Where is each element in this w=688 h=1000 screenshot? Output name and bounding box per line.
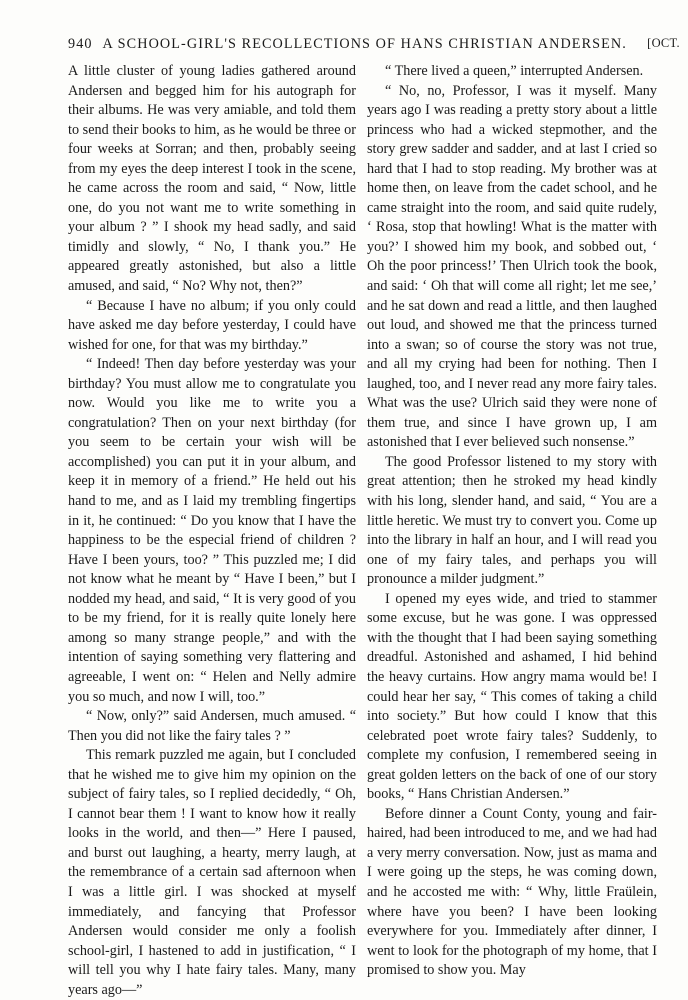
- running-title: A SCHOOL-GIRL'S RECOLLECTIONS OF HANS CHRISTIAN ANDERSEN.: [102, 36, 627, 52]
- paragraph: “ Indeed! Then day before yesterday was your birthday? You must allow me to congratulate you now. Would you like me to write you a congratulation? Then on your next birthday (for you seem to be certain your wish will be accomplished) you can put it in your album, and keep it in memory of a friend.” He held out his hand to me, and as I laid my trembling fingertips in it, he continued: “ Do you know that I have the happiness to be the especial friend of children ? Have I been yours, too? ” This puzzled me; I did not know what he meant by “ Have I been,” but I nodded my head, and said, “ It is very good of you to be my friend, for it is really quite lonely here among so many strange people,” and with the intention of saying something very flattering and agreeable, I went on: “ Helen and Nelly admire you so much, and now I will, too.”: [68, 356, 356, 705]
- left-column: [68, 62, 356, 1000]
- paragraph: “ There lived a queen,” interrupted Andersen.: [385, 63, 644, 79]
- paragraph: Before dinner a Count Conty, young and fair-haired, had been introduced to me, and we had had a very merry conversation. Now, just as mama and I were going up the steps, he was coming down, and he accosted me with: “ Why, little Fraülein, where have you been? I have been looking everywhere for you. Immediately after dinner, I went to look for the photograph of my home, that I promised to show you. May: [367, 805, 657, 979]
- paragraph: “ Now, only?” said Andersen, much amused. “ Then you did not like the fairy tales ? ”: [68, 708, 356, 744]
- right-column: [367, 62, 657, 981]
- header-month: [OCT.: [647, 36, 680, 50]
- paragraph: I opened my eyes wide, and tried to stammer some excuse, but he was gone. I was oppressed with the thought that I had been saying something dreadful. Astonished and ashamed, I hid behind the heavy curtains. How angry mama would be! I could hear her say, “ This comes of taking a child into society.” But how could I know that this celebrated poet wrote fairy tales? Suddenly, to complete my confusion, I remembered seeing in great golden letters on the back of one of our story books, “ Hans Christian Andersen.”: [367, 590, 657, 803]
- paragraph: A little cluster of young ladies gathered around Andersen and begged him for his autograph for their albums. He was very amiable, and told them to send their books to him, as he would be three or four weeks at Sorran; and then, probably seeing from my eyes the deep interest I took in the scene, he came across the room and said, “ Now, little one, do you not want me to write something in your album ? ” I shook my head sadly, and said timidly and slowly, “ No, I thank you.” He appeared greatly astonished, but also a little amused, and said, “ No? Why not, then?”: [68, 63, 356, 295]
- paragraph: The good Professor listened to my story with great attention; then he stroked my head kindly with his long, slender hand, and said, “ You are a little heretic. We must try to convert you. Come up into the library in half an hour, and I will read you one of my fairy tales, and perhaps you will pronounce a milder judgment.”: [367, 453, 657, 588]
- paragraph: “ No, no, Professor, I was it myself. Many years ago I was reading a pretty story about a little princess who had a wicked stepmother, and the story grew sadder and sadder, and at last I cried so hard that I had to stop reading. My brother was at home then, on leave from the cadet school, and he came straight into the room, and said quite rudely, ‘ Rosa, stop that howling! What is the matter with you?’ I showed him my book, and sobbed out, ‘ Oh the poor princess!’ Then Ulrich took the book, and said: ‘ Oh that will come all right; let me see,’ and he sat down and read a little, and then laughed out loud, and showed me that the princess turned into a swan; so of course the story was not true, and all my crying had been for nothing. Then I laughed, too, and I never read any more fairy tales. What was the use? Ulrich said they were none of them true, and since I have grown up, I am astonished that I ever believed such nonsense.”: [367, 82, 657, 451]
- page-number: 940: [68, 36, 93, 52]
- paragraph: “ Because I have no album; if you only could have asked me day before yesterday, I could have wished for one, for that was my birthday.”: [68, 297, 356, 353]
- running-header: [68, 36, 684, 53]
- paragraph: This remark puzzled me again, but I concluded that he wished me to give him my opinion on the subject of fairy tales, so I replied decidedly, “ Oh, I cannot bear them ! I want to know how it really looks in the world, and then—” Here I paused, and burst out laughing, a hearty, merry laugh, at the remembrance of a certain sad afternoon when I was a little girl. I was shocked at myself immediately, and fancying that Professor Andersen would consider me only a foolish school-girl, I hastened to add in justification, “ I will tell you why I hate fairy tales. Many, many years ago—”: [68, 747, 356, 998]
